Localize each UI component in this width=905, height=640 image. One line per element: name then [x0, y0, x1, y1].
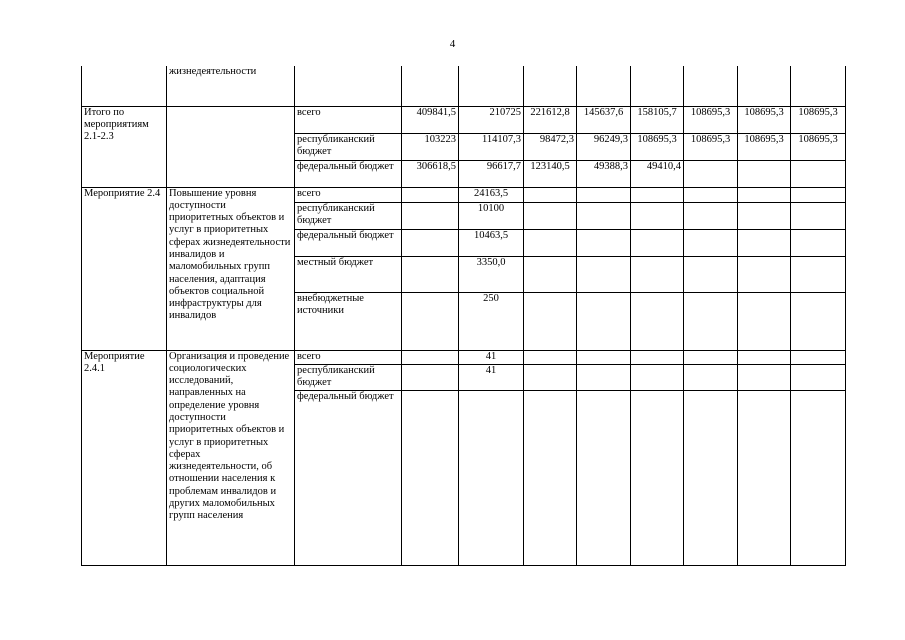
- value-cell: [524, 390, 577, 565]
- section-name-cell: [82, 66, 167, 106]
- value-cell: 145637,6: [577, 106, 631, 133]
- value-cell: 49410,4: [631, 160, 684, 187]
- value-cell: 221612,8: [524, 106, 577, 133]
- value-cell: [402, 292, 459, 350]
- value-cell: [631, 66, 684, 106]
- value-cell: [791, 160, 846, 187]
- value-cell: [631, 364, 684, 390]
- value-cell: [791, 390, 846, 565]
- value-cell: [459, 66, 524, 106]
- value-cell: 409841,5: [402, 106, 459, 133]
- source-cell: республиканский бюджет: [295, 202, 402, 229]
- value-cell: [791, 66, 846, 106]
- value-cell: [577, 390, 631, 565]
- value-cell: [402, 202, 459, 229]
- table-row: [82, 66, 846, 106]
- value-cell: [631, 202, 684, 229]
- value-cell: [524, 292, 577, 350]
- value-cell: 108695,3: [791, 106, 846, 133]
- value-cell: [402, 390, 459, 565]
- source-cell: местный бюджет: [295, 256, 402, 292]
- value-cell: [738, 350, 791, 364]
- value-cell: [684, 160, 738, 187]
- budget-table: [81, 66, 846, 566]
- value-cell: [738, 66, 791, 106]
- value-cell: 114107,3: [459, 133, 524, 160]
- value-cell: 108695,3: [738, 133, 791, 160]
- value-cell: [524, 256, 577, 292]
- value-cell: [738, 364, 791, 390]
- value-cell: 96617,7: [459, 160, 524, 187]
- value-cell: [577, 66, 631, 106]
- value-cell: [631, 187, 684, 202]
- value-cell: [577, 292, 631, 350]
- value-cell: 49388,3: [577, 160, 631, 187]
- value-cell: [684, 350, 738, 364]
- value-cell: 10463,5: [459, 229, 524, 256]
- value-cell: [791, 229, 846, 256]
- value-cell: 123140,5: [524, 160, 577, 187]
- value-cell: [791, 202, 846, 229]
- source-cell: федеральный бюджет: [295, 160, 402, 187]
- value-cell: [684, 292, 738, 350]
- value-cell: [684, 256, 738, 292]
- section-name-cell: Мероприятие 2.4: [82, 187, 167, 350]
- value-cell: 158105,7: [631, 106, 684, 133]
- value-cell: [738, 187, 791, 202]
- source-cell: всего: [295, 350, 402, 364]
- description-cell: жизнедеятельности: [167, 66, 295, 106]
- source-cell: республиканский бюджет: [295, 364, 402, 390]
- value-cell: [402, 364, 459, 390]
- value-cell: 103223: [402, 133, 459, 160]
- source-cell: [295, 66, 402, 106]
- value-cell: 108695,3: [684, 106, 738, 133]
- value-cell: [631, 229, 684, 256]
- value-cell: 108695,3: [791, 133, 846, 160]
- value-cell: 210725: [459, 106, 524, 133]
- value-cell: [684, 390, 738, 565]
- value-cell: [402, 187, 459, 202]
- value-cell: [684, 364, 738, 390]
- source-cell: всего: [295, 187, 402, 202]
- value-cell: 108695,3: [684, 133, 738, 160]
- value-cell: [524, 350, 577, 364]
- value-cell: 3350,0: [459, 256, 524, 292]
- value-cell: 96249,3: [577, 133, 631, 160]
- page-number: 4: [449, 38, 456, 50]
- value-cell: [577, 202, 631, 229]
- value-cell: [791, 364, 846, 390]
- source-cell: федеральный бюджет: [295, 390, 402, 565]
- value-cell: [402, 229, 459, 256]
- value-cell: [631, 256, 684, 292]
- value-cell: 10100: [459, 202, 524, 229]
- source-cell: федеральный бюджет: [295, 229, 402, 256]
- value-cell: [791, 256, 846, 292]
- value-cell: [684, 229, 738, 256]
- table-row: [82, 350, 846, 364]
- value-cell: [577, 364, 631, 390]
- value-cell: 108695,3: [631, 133, 684, 160]
- value-cell: [791, 350, 846, 364]
- value-cell: 24163,5: [459, 187, 524, 202]
- value-cell: 306618,5: [402, 160, 459, 187]
- value-cell: [402, 350, 459, 364]
- table-row: [82, 187, 846, 202]
- value-cell: 41: [459, 364, 524, 390]
- value-cell: 41: [459, 350, 524, 364]
- description-cell: [167, 106, 295, 187]
- value-cell: 98472,3: [524, 133, 577, 160]
- value-cell: [791, 187, 846, 202]
- table-row: [82, 106, 846, 133]
- value-cell: [631, 292, 684, 350]
- value-cell: [738, 292, 791, 350]
- value-cell: [791, 292, 846, 350]
- value-cell: [684, 187, 738, 202]
- value-cell: [738, 202, 791, 229]
- value-cell: [577, 256, 631, 292]
- description-cell: Повышение уровня доступности приоритетных объектов и услуг в приоритетных сферах жизнедеятельности инвалидов и маломобильных групп населения, адаптация объектов социальной инфраструктуры для инвалидов: [167, 187, 295, 350]
- value-cell: [459, 390, 524, 565]
- value-cell: [402, 66, 459, 106]
- value-cell: [684, 66, 738, 106]
- value-cell: 250: [459, 292, 524, 350]
- value-cell: [524, 229, 577, 256]
- value-cell: [738, 390, 791, 565]
- value-cell: [577, 229, 631, 256]
- source-cell: республиканский бюджет: [295, 133, 402, 160]
- value-cell: [524, 187, 577, 202]
- value-cell: [577, 350, 631, 364]
- source-cell: всего: [295, 106, 402, 133]
- section-name-cell: Мероприятие 2.4.1: [82, 350, 167, 565]
- value-cell: [631, 390, 684, 565]
- value-cell: [684, 202, 738, 229]
- value-cell: [524, 66, 577, 106]
- value-cell: 108695,3: [738, 106, 791, 133]
- value-cell: [402, 256, 459, 292]
- value-cell: [738, 160, 791, 187]
- description-cell: Организация и проведение социологических исследований, направленных на определение уровня доступности приоритетных объектов и услуг в приоритетных сферах жизнедеятельности, об отношении населения к проблемам инвалидов и других маломобильных групп населения: [167, 350, 295, 565]
- value-cell: [738, 229, 791, 256]
- value-cell: [738, 256, 791, 292]
- section-name-cell: Итого по мероприятиям 2.1-2.3: [82, 106, 167, 187]
- value-cell: [524, 364, 577, 390]
- source-cell: внебюджетные источники: [295, 292, 402, 350]
- value-cell: [577, 187, 631, 202]
- value-cell: [631, 350, 684, 364]
- value-cell: [524, 202, 577, 229]
